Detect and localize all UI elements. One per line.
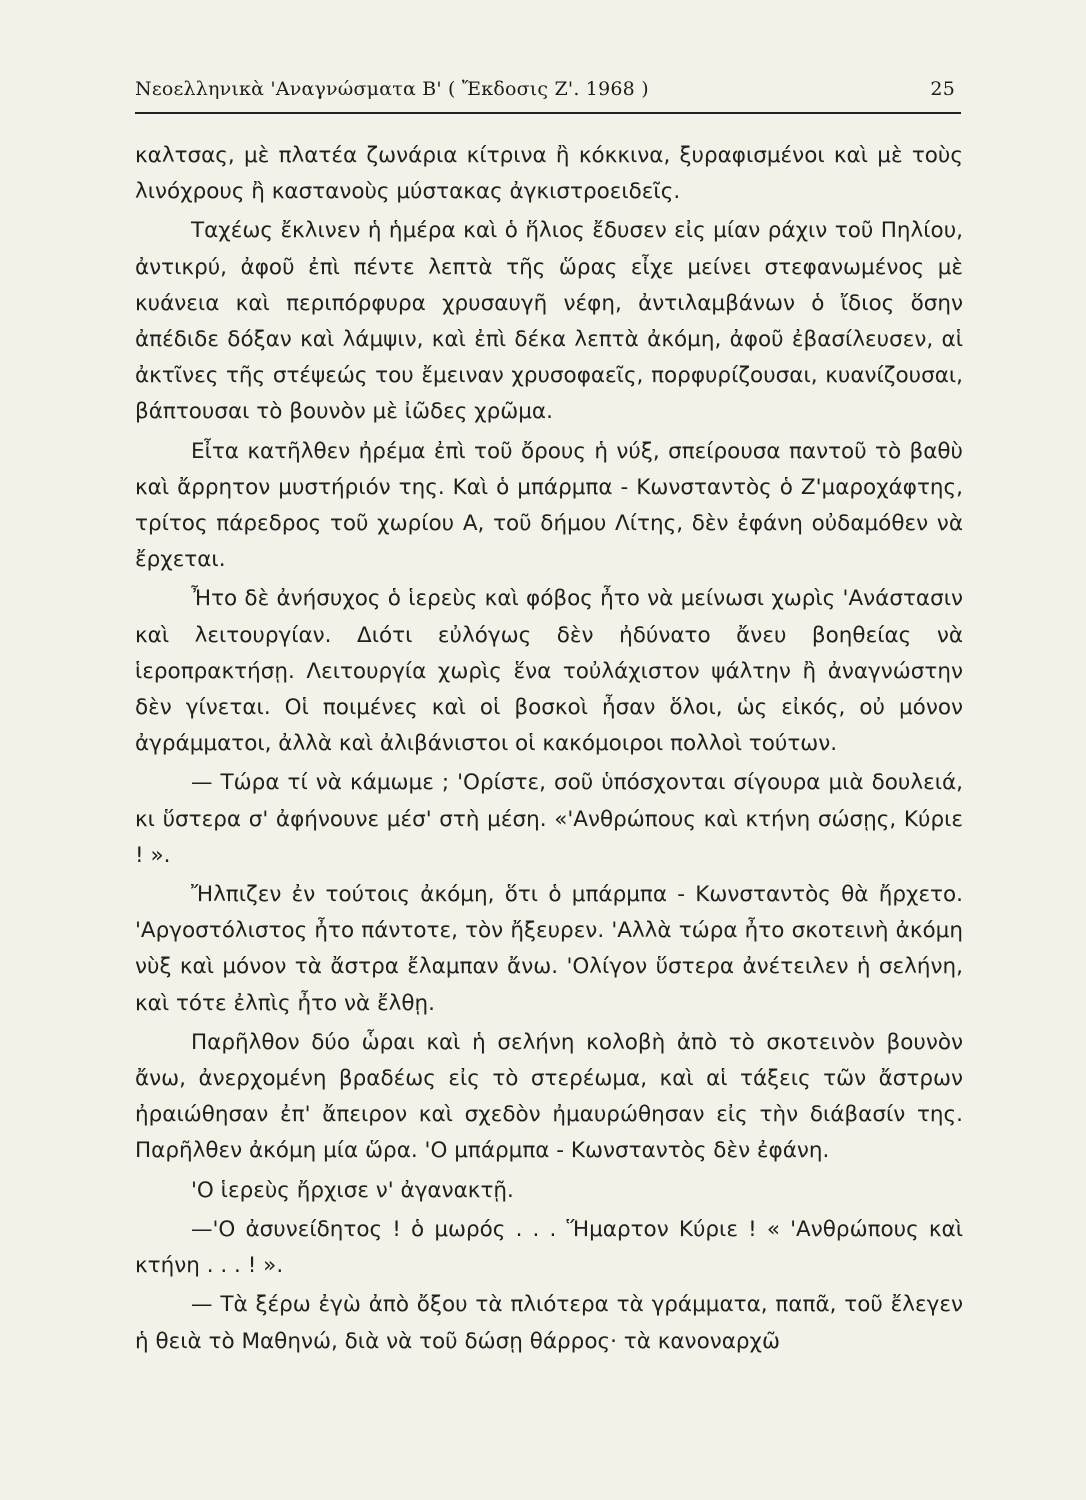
paragraph: καλτσας, μὲ πλατέα ζωνάρια κίτρινα ἢ κόκκινα, ξυραφισμένοι καὶ μὲ τοὺς λινόχρους ἢ καστανοὺς μύστακας ἀγκιστροειδεῖς. bbox=[135, 143, 963, 205]
dialogue-line: —'Ο ἀσυνείδητος ! ὁ μωρός . . . Ἥμαρτον Κύριε ! « 'Ανθρώπους καὶ κτήνη . . . ! ». bbox=[135, 1216, 963, 1279]
book-title: Νεοελληνικὰ 'Αναγνώσματα Β' ( Ἔκδοσις Ζ'. 1968 ) bbox=[135, 78, 649, 100]
header-divider bbox=[135, 112, 961, 114]
dialogue-line: — Τὰ ξέρω ἐγὼ ἀπὸ ὄξου τὰ πλιότερα τὰ γράμματα, παπᾶ, τοῦ ἔλεγεν ἡ θειὰ τὸ Μαθηνώ, διὰ νὰ τοῦ δώσῃ θάρρος· τὰ κανοναρχῶ bbox=[135, 1292, 963, 1354]
paragraph: Ἤλπιζεν ἐν τούτοις ἀκόμη, ὅτι ὁ μπάρμπα - Κωνσταντὸς θὰ ἤρχετο. 'Αργοστόλιστος ἦτο πάντοτε, τὸν ἤξευρεν. 'Αλλὰ τώρα ἦτο σκοτεινὴ ἀκόμη νὺξ καὶ μόνον τὰ ἄστρα ἔλαμπαν ἄνω. 'Ολίγον ὕστερα ἀνέτειλεν ἡ σελήνη, καὶ τότε ἐλπὶς ἦτο νὰ ἔλθῃ. bbox=[135, 882, 963, 1016]
paragraph: 'Ο ἱερεὺς ἤρχισε ν' ἀγανακτῇ. bbox=[191, 1177, 514, 1203]
running-header bbox=[135, 72, 961, 106]
paragraph: Εἶτα κατῆλθεν ἠρέμα ἐπὶ τοῦ ὄρους ἡ νύξ, σπείρουσα παντοῦ τὸ βαθὺ καὶ ἄρρητον μυστήριόν της. Καὶ ὁ μπάρμπα - Κωνσταντὸς ὁ Ζ'μαροχάφτης, τρίτος πάρεδρος τοῦ χωρίου Α, τοῦ δήμου Λίτης, δὲν ἐφάνη οὐδαμόθεν νὰ ἔρχεται. bbox=[135, 438, 963, 573]
paragraph: Ἦτο δὲ ἀνήσυχος ὁ ἱερεὺς καὶ φόβος ἦτο νὰ μείνωσι χωρὶς 'Ανάστασιν καὶ λειτουργίαν. Διότι εὐλόγως δὲν ἠδύνατο ἄνευ βοηθείας νὰ ἱεροπρακτήσῃ. Λειτουργία χωρὶς ἕνα τοὐλάχιστον ψάλτην ἢ ἀναγνώστην δὲν γίνεται. Οἱ ποιμένες καὶ οἱ βοσκοὶ ἦσαν ὅλοι, ὡς εἰκός, οὐ μόνον ἀγράμματοι, ἀλλὰ καὶ ἀλιβάνιστοι οἱ κακόμοιροι πολλοὶ τούτων. bbox=[135, 586, 963, 757]
dialogue-line: — Τώρα τί νὰ κάμωμε ; 'Ορίστε, σοῦ ὑπόσχονται σίγουρα μιὰ δουλειά, κι ὕστερα σ' ἀφήνουνε μέσ' στὴ μέση. «'Ανθρώπους καὶ κτήνη σώσῃς, Κύριε ! ». bbox=[135, 770, 963, 868]
page-number: 25 bbox=[930, 78, 955, 100]
main-text bbox=[135, 138, 963, 1363]
paragraph: Ταχέως ἔκλινεν ἡ ἡμέρα καὶ ὁ ἥλιος ἔδυσεν εἰς μίαν ράχιν τοῦ Πηλίου, ἀντικρύ, ἀφοῦ ἐπὶ πέντε λεπτὰ τῆς ὥρας εἶχε μείνει στεφανωμένος μὲ κυάνεια καὶ περιπόρφυρα χρυσαυγῆ νέφη, ἀντιλαμβάνων ὁ ἴδιος ὅσην ἀπέδιδε δόξαν καὶ λάμψιν, καὶ ἐπὶ δέκα λεπτὰ ἀκόμη, ἀφοῦ ἐβασίλευσεν, αἱ ἀκτῖνες τῆς στέψεώς του ἔμειναν χρυσοφαεῖς, πορφυρίζουσαι, κυανίζουσαι, βάπτουσαι τὸ βουνὸν μὲ ἰῶδες χρῶμα. bbox=[135, 218, 963, 425]
paragraph: Παρῆλθον δύο ὧραι καὶ ἡ σελήνη κολοβὴ ἀπὸ τὸ σκοτεινὸν βουνὸν ἄνω, ἀνερχομένη βραδέως εἰς τὸ στερέωμα, καὶ αἱ τάξεις τῶν ἄστρων ἠραιώθησαν ἐπ' ἄπειρον καὶ σχεδὸν ἠμαυρώθησαν εἰς τὴν διάβασίν της. Παρῆλθεν ἀκόμη μία ὥρα. 'Ο μπάρμπα - Κωνσταντὸς δὲν ἐφάνη. bbox=[135, 1029, 963, 1164]
